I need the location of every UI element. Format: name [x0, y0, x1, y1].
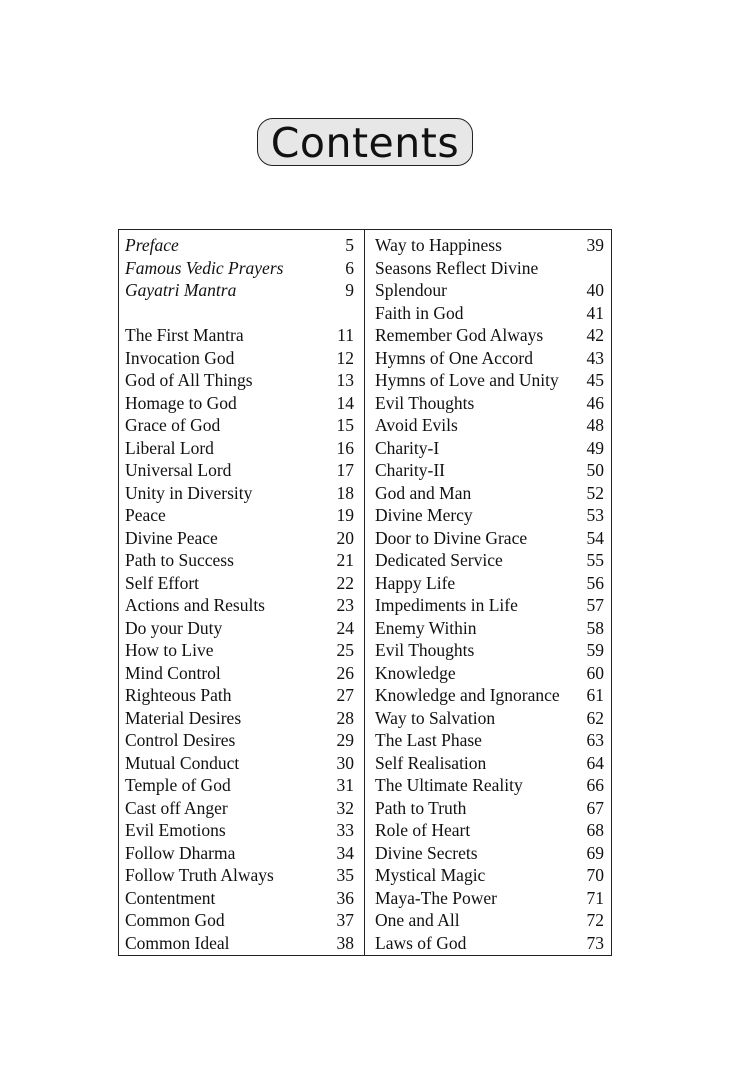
toc-entry-title: Follow Truth Always: [125, 865, 274, 885]
toc-entry: [375, 887, 604, 910]
toc-entry: [125, 707, 354, 730]
toc-entry-page: 43: [586, 347, 604, 368]
toc-entry-page: 11: [337, 325, 354, 345]
toc-entry-title: Impediments in Life: [375, 595, 518, 615]
toc-entry-page: 18: [336, 482, 354, 503]
contents-table: [118, 229, 612, 956]
toc-entry-page: 67: [586, 797, 604, 818]
toc-entry: [375, 932, 604, 955]
toc-entry-title: Charity-II: [375, 460, 445, 480]
toc-entry-page: 68: [586, 820, 604, 840]
toc-entry-page: 64: [586, 752, 604, 773]
toc-entry: [375, 279, 604, 302]
toc-entry-page: 50: [586, 460, 604, 480]
toc-entry-page: 32: [336, 797, 354, 818]
toc-entry-title: Faith in God: [375, 302, 464, 323]
toc-entry-title: Homage to God: [125, 392, 237, 413]
toc-entry-title: Preface: [125, 235, 179, 255]
toc-entry: [125, 639, 354, 662]
toc-entry-title: Divine Peace: [125, 527, 218, 548]
toc-entry: [375, 549, 604, 572]
toc-entry-title: Famous Vedic Prayers: [125, 257, 284, 278]
toc-entry: [375, 774, 604, 797]
toc-entry-title: Happy Life: [375, 572, 456, 593]
toc-entry: [125, 504, 354, 527]
toc-entry-page: 33: [336, 820, 354, 840]
toc-entry-title: God of All Things: [125, 370, 253, 390]
toc-entry-title: Do your Duty: [125, 617, 223, 638]
toc-entry-title: How to Live: [125, 640, 214, 660]
toc-entry: [375, 639, 604, 662]
toc-entry-title: God and Man: [375, 482, 472, 503]
toc-entry: [375, 797, 604, 820]
toc-entry-page: 63: [586, 730, 604, 750]
toc-entry-page: 53: [586, 505, 604, 525]
toc-entry: [125, 594, 354, 617]
toc-entry-title: Remember God Always: [375, 325, 544, 345]
toc-entry-page: 26: [336, 662, 354, 683]
contents-left-column: [125, 234, 354, 954]
toc-entry-page: 29: [336, 730, 354, 750]
toc-entry-page: 66: [586, 775, 604, 795]
toc-entry: [375, 257, 604, 280]
toc-entry-title: Peace: [125, 505, 166, 525]
toc-entry: [375, 234, 604, 257]
toc-entry: [125, 437, 354, 460]
toc-entry: [375, 392, 604, 415]
toc-entry-page: 15: [336, 415, 354, 435]
toc-entry-page: 58: [586, 617, 604, 638]
toc-entry: [125, 572, 354, 595]
toc-entry-page: 56: [586, 572, 604, 593]
toc-entry: [125, 662, 354, 685]
toc-entry-page: 19: [336, 505, 354, 525]
toc-entry-page: 57: [586, 595, 604, 615]
toc-entry: [375, 414, 604, 437]
toc-entry-page: 24: [336, 617, 354, 638]
toc-entry-title: Control Desires: [125, 730, 236, 750]
toc-entry: [125, 864, 354, 887]
toc-entry: [125, 459, 354, 482]
toc-entry: [125, 482, 354, 505]
toc-entry: [375, 707, 604, 730]
toc-entry-title: Evil Thoughts: [375, 392, 475, 413]
toc-entry-page: 55: [586, 550, 604, 570]
toc-entry: [125, 797, 354, 820]
toc-entry: [125, 774, 354, 797]
toc-entry: [375, 752, 604, 775]
toc-entry: [375, 617, 604, 640]
toc-entry: [125, 302, 354, 325]
toc-entry-title: Common Ideal: [125, 932, 230, 953]
toc-entry-title: Contentment: [125, 887, 216, 908]
toc-entry: [375, 482, 604, 505]
toc-entry: [125, 257, 354, 280]
toc-entry-page: 62: [586, 707, 604, 728]
toc-entry: [125, 527, 354, 550]
toc-entry-page: 5: [345, 235, 354, 255]
toc-entry-page: 13: [336, 370, 354, 390]
toc-entry-page: 31: [336, 775, 354, 795]
toc-entry-page: 22: [336, 572, 354, 593]
toc-entry-title: Mind Control: [125, 662, 221, 683]
toc-entry-title: Liberal Lord: [125, 437, 214, 458]
toc-entry-title: Way to Happiness: [375, 235, 502, 255]
toc-entry: [375, 729, 604, 752]
toc-entry: [125, 279, 354, 302]
toc-entry-title: Evil Emotions: [125, 820, 226, 840]
toc-entry-title: Righteous Path: [125, 685, 232, 705]
toc-entry-page: 37: [336, 910, 354, 930]
toc-entry-page: 35: [336, 865, 354, 885]
toc-entry-page: 23: [336, 595, 354, 615]
toc-entry-page: 40: [586, 280, 604, 300]
toc-entry: [125, 909, 354, 932]
toc-entry: [375, 459, 604, 482]
toc-entry-page: 25: [336, 640, 354, 660]
toc-entry-title: Mystical Magic: [375, 865, 486, 885]
toc-entry-title: Universal Lord: [125, 460, 232, 480]
toc-entry-page: 39: [586, 235, 604, 255]
toc-entry-page: 73: [586, 932, 604, 953]
toc-entry-page: 61: [586, 685, 604, 705]
toc-entry-title: Seasons Reflect Divine: [375, 257, 539, 278]
toc-entry-page: 69: [586, 842, 604, 863]
toc-entry-title: The Last Phase: [375, 730, 482, 750]
contents-right-column: [375, 234, 604, 954]
toc-entry-page: 60: [586, 662, 604, 683]
toc-entry-title: Self Realisation: [375, 752, 487, 773]
toc-entry-title: Unity in Diversity: [125, 482, 253, 503]
toc-entry-title: Door to Divine Grace: [375, 527, 528, 548]
toc-entry-title: Temple of God: [125, 775, 231, 795]
column-divider: [364, 230, 365, 955]
toc-entry: [125, 549, 354, 572]
toc-entry-page: 48: [586, 415, 604, 435]
toc-entry-title: Hymns of Love and Unity: [375, 370, 559, 390]
toc-entry-title: Enemy Within: [375, 617, 477, 638]
toc-entry-title: Mutual Conduct: [125, 752, 240, 773]
toc-entry: [125, 729, 354, 752]
toc-entry-page: 9: [345, 280, 354, 300]
toc-entry-page: 70: [586, 865, 604, 885]
toc-entry-title: Path to Success: [125, 550, 234, 570]
toc-entry-title: Role of Heart: [375, 820, 471, 840]
toc-entry-title: Charity-I: [375, 437, 440, 458]
toc-entry: [375, 662, 604, 685]
toc-entry-page: 46: [586, 392, 604, 413]
toc-entry: [375, 369, 604, 392]
toc-entry-page: 42: [586, 325, 604, 345]
toc-entry-title: Splendour: [375, 280, 447, 300]
toc-entry: [375, 504, 604, 527]
toc-entry: [125, 819, 354, 842]
toc-entry-title: Laws of God: [375, 932, 467, 953]
toc-entry-page: 16: [336, 437, 354, 458]
toc-entry-title: The Ultimate Reality: [375, 775, 523, 795]
toc-entry: [375, 527, 604, 550]
toc-entry-title: Actions and Results: [125, 595, 265, 615]
page-title: Contents: [270, 118, 460, 167]
toc-entry: [375, 324, 604, 347]
toc-entry-page: 14: [336, 392, 354, 413]
toc-entry-page: 12: [336, 347, 354, 368]
toc-entry: [375, 842, 604, 865]
toc-entry-title: Way to Salvation: [375, 707, 496, 728]
toc-entry: [125, 392, 354, 415]
toc-entry: [125, 324, 354, 347]
toc-entry: [125, 932, 354, 955]
toc-entry: [125, 234, 354, 257]
toc-entry: [125, 617, 354, 640]
toc-entry: [375, 819, 604, 842]
toc-entry-title: Dedicated Service: [375, 550, 503, 570]
toc-entry-title: One and All: [375, 910, 460, 930]
toc-entry-page: 54: [586, 527, 604, 548]
toc-entry-page: 30: [336, 752, 354, 773]
toc-entry-title: Follow Dharma: [125, 842, 236, 863]
toc-entry-page: 36: [336, 887, 354, 908]
toc-entry: [375, 594, 604, 617]
toc-entry-page: 45: [586, 370, 604, 390]
toc-entry-title: Divine Secrets: [375, 842, 478, 863]
toc-entry: [375, 909, 604, 932]
toc-entry: [375, 347, 604, 370]
toc-entry: [125, 842, 354, 865]
toc-entry-page: 27: [336, 685, 354, 705]
toc-entry-title: Avoid Evils: [375, 415, 458, 435]
toc-entry: [375, 437, 604, 460]
toc-entry-title: Knowledge and Ignorance: [375, 685, 560, 705]
toc-entry-title: Path to Truth: [375, 797, 467, 818]
toc-entry: [375, 864, 604, 887]
contents-heading-box: [257, 118, 473, 166]
toc-entry-page: 34: [336, 842, 354, 863]
toc-entry-page: 38: [336, 932, 354, 953]
toc-entry: [375, 572, 604, 595]
toc-entry-page: 21: [336, 550, 354, 570]
toc-entry: [375, 302, 604, 325]
toc-entry-page: 72: [586, 910, 604, 930]
toc-entry-page: 28: [336, 707, 354, 728]
toc-entry-title: Gayatri Mantra: [125, 280, 237, 300]
toc-entry-page: 59: [586, 640, 604, 660]
toc-entry-title: Divine Mercy: [375, 505, 473, 525]
toc-entry: [125, 369, 354, 392]
toc-entry: [375, 684, 604, 707]
toc-entry-title: Invocation God: [125, 347, 235, 368]
toc-entry-page: 20: [336, 527, 354, 548]
toc-entry-title: Material Desires: [125, 707, 242, 728]
toc-entry-title: Self Effort: [125, 572, 200, 593]
toc-entry-title: Grace of God: [125, 415, 221, 435]
toc-entry-title: Knowledge: [375, 662, 456, 683]
toc-entry-title: Hymns of One Accord: [375, 347, 533, 368]
toc-entry-page: 17: [336, 460, 354, 480]
toc-entry-title: The First Mantra: [125, 325, 244, 345]
toc-entry: [125, 887, 354, 910]
toc-entry-page: 6: [345, 257, 354, 278]
toc-entry: [125, 752, 354, 775]
toc-entry-page: 49: [586, 437, 604, 458]
toc-entry-page: 41: [586, 302, 604, 323]
toc-entry-page: 71: [586, 887, 604, 908]
toc-entry-page: 52: [586, 482, 604, 503]
toc-entry: [125, 414, 354, 437]
toc-entry-title: Cast off Anger: [125, 797, 228, 818]
toc-entry-title: Maya-The Power: [375, 887, 497, 908]
toc-entry: [125, 684, 354, 707]
toc-entry: [125, 347, 354, 370]
toc-entry-title: Evil Thoughts: [375, 640, 475, 660]
toc-entry-title: Common God: [125, 910, 225, 930]
